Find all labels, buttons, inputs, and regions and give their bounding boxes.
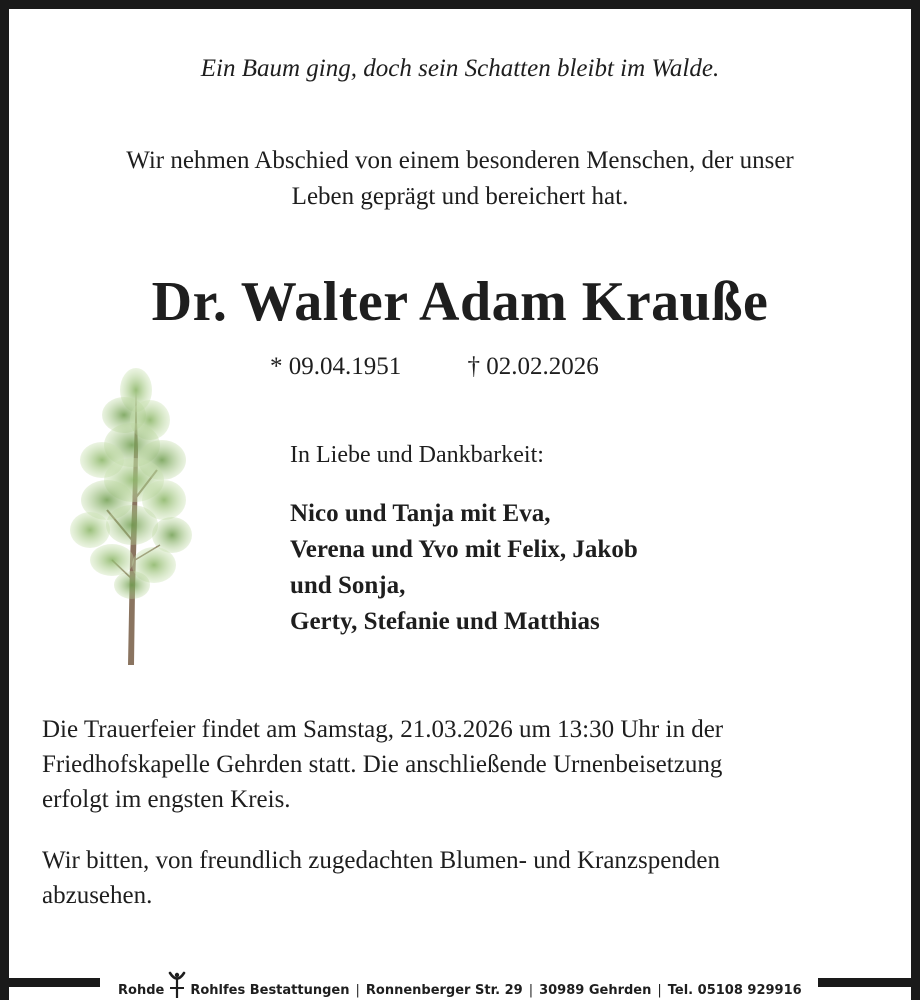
mourners-heading: In Liebe und Dankbarkeit: <box>290 442 544 468</box>
intro-line-2: Leben geprägt und bereichert hat. <box>291 183 629 210</box>
footer-phone: Tel. 05108 929916 <box>667 983 802 998</box>
brand-right: Rohlfes Bestattungen <box>190 983 350 998</box>
request-line-1: Wir bitten, von freundlich zugedachten Blumen- und Kranzspenden <box>42 847 720 874</box>
frame-bottom-right <box>818 978 920 987</box>
footer-separator: | <box>657 983 662 998</box>
footer-address: Ronnenberger Str. 29 <box>365 983 523 998</box>
mourner-line: und Sonja, <box>290 572 406 599</box>
mourner-line: Nico und Tanja mit Eva, <box>290 500 551 527</box>
ceremony-line-2: Friedhofskapelle Gehrden statt. Die anschließende Urnenbeisetzung <box>42 751 723 778</box>
birth-date: * 09.04.1951 <box>270 353 402 380</box>
life-dates <box>270 353 599 381</box>
brand-left: Rohde <box>118 983 165 998</box>
logo-symbol-icon <box>166 970 188 998</box>
mourner-line: Gerty, Stefanie und Matthias <box>290 608 600 635</box>
tree-icon <box>62 360 202 670</box>
footer-separator: | <box>528 983 534 998</box>
death-date: † 02.02.2026 <box>467 353 599 380</box>
footer-separator: | <box>355 983 360 998</box>
frame-bottom-left <box>0 978 100 987</box>
funeral-home-footer <box>118 968 802 998</box>
mourner-line: Verena und Yvo mit Felix, Jakob <box>290 536 638 563</box>
footer-city: 30989 Gehrden <box>539 983 652 998</box>
intro-text <box>40 143 880 215</box>
intro-line-1: Wir nehmen Abschied von einem besonderen Menschen, der unser <box>126 147 794 174</box>
ceremony-line-3: erfolgt im engsten Kreis. <box>42 786 291 813</box>
motto: Ein Baum ging, doch sein Schatten bleibt im Walde. <box>200 55 720 82</box>
donation-request <box>42 843 872 913</box>
mourners-list <box>290 496 638 640</box>
ceremony-info <box>42 712 872 817</box>
ceremony-line-1: Die Trauerfeier findet am Samstag, 21.03.2026 um 13:30 Uhr in der <box>42 716 724 743</box>
deceased-name: Dr. Walter Adam Krauße <box>151 271 769 333</box>
request-line-2: abzusehen. <box>42 882 153 909</box>
